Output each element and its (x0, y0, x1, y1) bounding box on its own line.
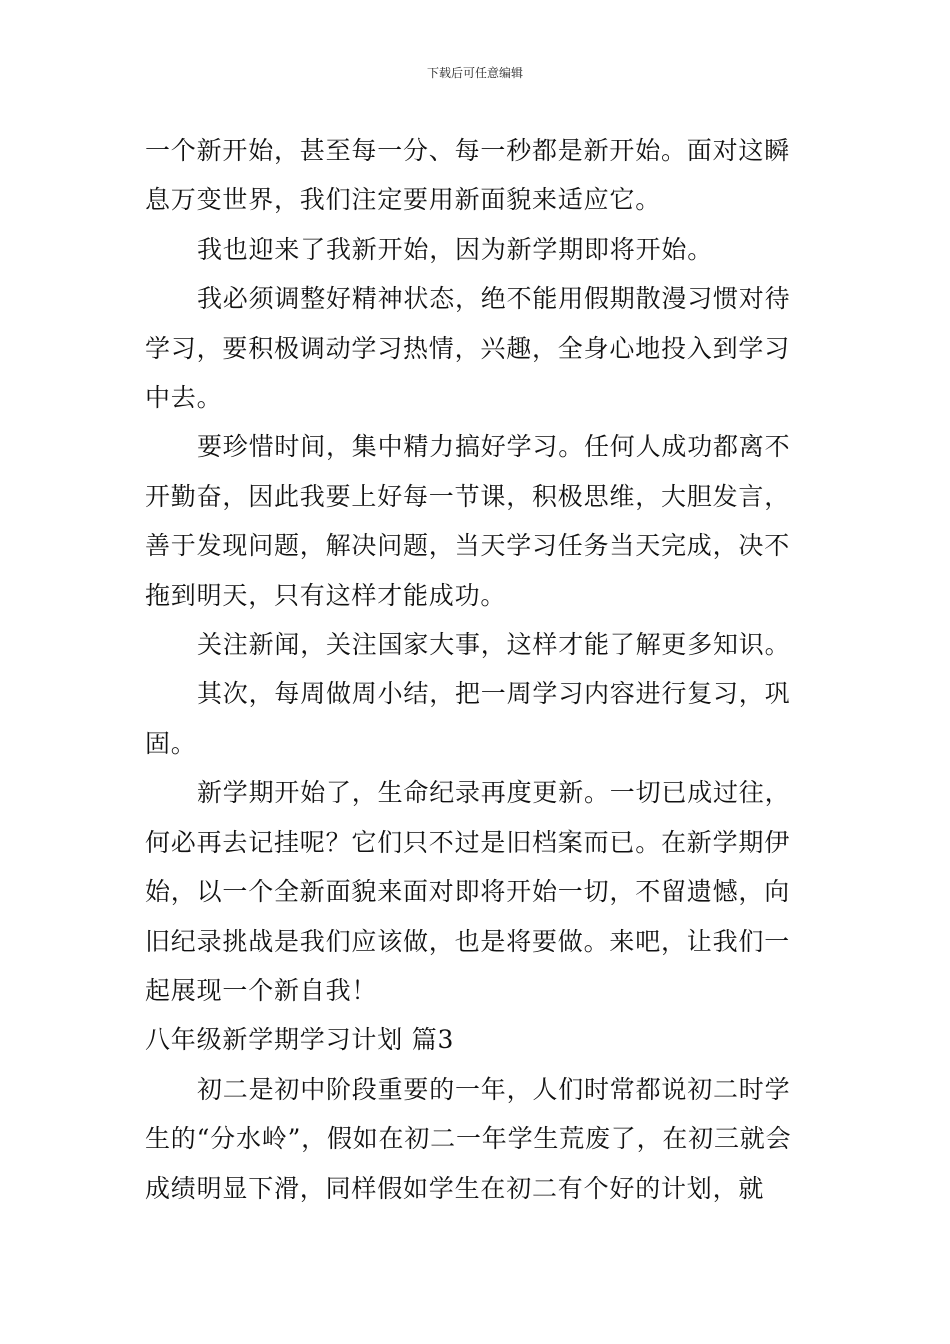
paragraph: 一个新开始，甚至每一分、每一秒都是新开始。面对这瞬息万变世界，我们注定要用新面貌来适应它。 (145, 136, 791, 215)
paragraph: 要珍惜时间，集中精力搞好学习。任何人成功都离不开勤奋，因此我要上好每一节课，积极思维，大胆发言，善于发现问题，解决问题，当天学习任务当天完成，决不拖到明天，只有这样才能成功。 (145, 432, 791, 610)
paragraph: 我必须调整好精神状态，绝不能用假期散漫习惯对待学习，要积极调动学习热情，兴趣，全身心地投入到学习中去。 (145, 284, 791, 413)
page-header: 下载后可任意编辑 (426, 66, 523, 80)
paragraph: 其次，每周做周小结，把一周学习内容进行复习，巩固。 (145, 679, 791, 758)
document-body (145, 126, 810, 1213)
paragraph: 我也迎来了我新开始，因为新学期即将开始。 (197, 234, 714, 264)
paragraph: 关注新闻，关注国家大事，这样才能了解更多知识。 (197, 630, 791, 660)
paragraph: 新学期开始了，生命纪录再度更新。一切已成过往，何必再去记挂呢？它们只不过是旧档案而已。在新学期伊始，以一个全新面貌来面对即将开始一切，不留遗憾，向旧纪录挑战是我们应该做，也是将要做。来吧，让我们一起展现一个新自我！ (145, 778, 791, 1005)
section-heading: 八年级新学期学习计划 篇3 (145, 1025, 455, 1055)
paragraph: 初二是初中阶段重要的一年，人们时常都说初二时学生的“分水岭”，假如在初二一年学生荒废了，在初三就会成绩明显下滑，同样假如学生在初二有个好的计划，就 (145, 1074, 792, 1203)
